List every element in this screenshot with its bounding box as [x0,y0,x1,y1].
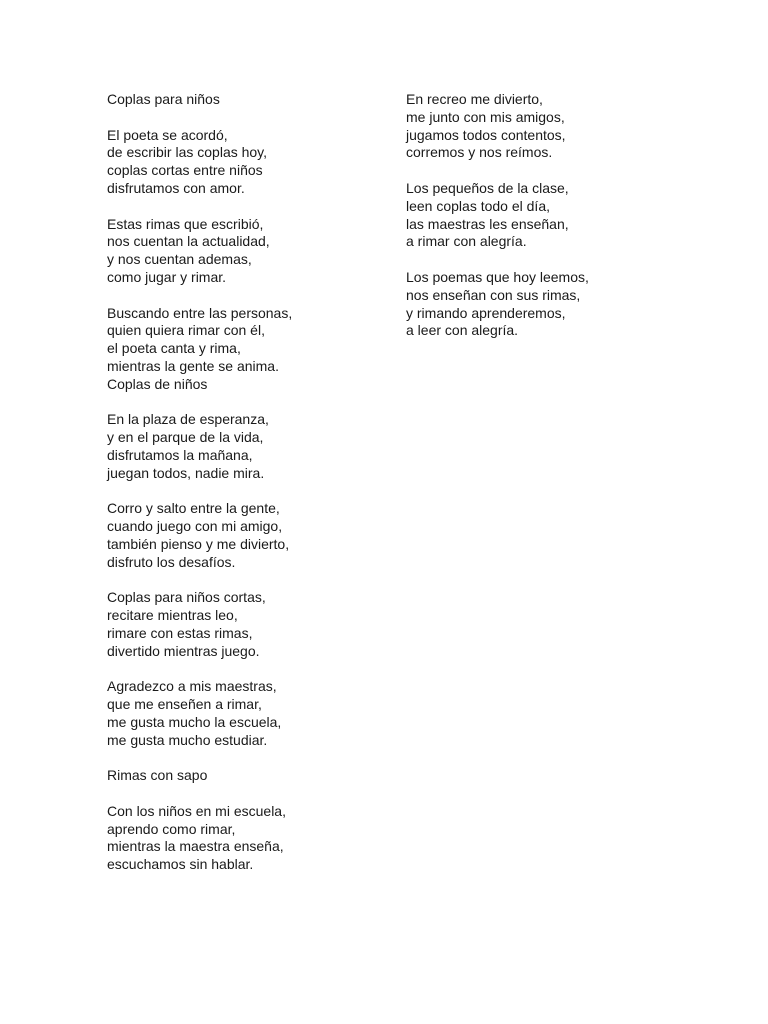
stanza [107,216,387,287]
stanza-gap [107,749,387,767]
text-line: Estas rimas que escribió, [107,215,264,232]
text-line: las maestras les enseñan, [406,215,569,232]
text-line: Coplas de niños [107,375,208,392]
stanza [107,589,387,660]
text-line: juegan todos, nadie mira. [107,464,265,481]
text-line: corremos y nos reímos. [406,144,553,161]
stanza-gap [107,287,387,305]
text-line: jugamos todos contentos, [406,126,566,143]
text-line: En la plaza de esperanza, [107,411,269,428]
stanza [107,305,387,394]
text-line: coplas cortas entre niños [107,162,263,179]
stanza-gap [107,483,387,501]
text-line: el poeta canta y rima, [107,340,241,357]
text-line: y nos cuentan ademas, [107,251,252,268]
text-line: escuchamos sin hablar. [107,856,254,873]
text-line: como jugar y rimar. [107,268,227,285]
stanza [406,180,706,251]
text-line: disfrutamos la mañana, [107,446,253,463]
text-line: recitare mientras leo, [107,607,238,624]
text-line: Corro y salto entre la gente, [107,500,280,517]
text-line: disfrutamos con amor. [107,179,245,196]
stanza-gap [107,785,387,803]
text-line: a rimar con alegría. [406,233,527,250]
stanza [107,767,387,785]
stanza [107,127,387,198]
stanza-gap [107,394,387,412]
text-line: quien quiera rimar con él, [107,322,265,339]
text-line: a leer con alegría. [406,322,519,339]
text-line: En recreo me divierto, [406,91,543,107]
stanza [107,678,387,749]
text-line: Coplas para niños cortas, [107,589,266,606]
text-line: Los pequeños de la clase, [406,179,569,196]
text-line: aprendo como rimar, [107,820,236,837]
text-line: mientras la gente se anima. [107,357,279,374]
text-line: nos cuentan la actualidad, [107,233,270,250]
text-line: de escribir las coplas hoy, [107,144,268,161]
stanza-gap [406,162,706,180]
stanza [107,91,387,109]
stanza [406,269,706,340]
stanza [107,803,387,874]
stanza-gap [107,109,387,127]
stanza-gap [406,251,706,269]
text-line: nos enseñan con sus rimas, [406,286,581,303]
left-text-column [107,91,387,874]
stanza-gap [107,572,387,590]
text-line: rimare con estas rimas, [107,624,253,641]
text-line: disfruto los desafíos. [107,553,236,570]
text-line: Agradezco a mis maestras, [107,678,277,695]
stanza-gap [107,661,387,679]
stanza-gap [107,198,387,216]
text-line: y en el parque de la vida, [107,429,264,446]
text-line: divertido mientras juego. [107,642,260,659]
stanza [107,411,387,482]
text-line: Buscando entre las personas, [107,304,293,321]
text-line: leen coplas todo el día, [406,197,550,214]
text-line: y rimando aprenderemos, [406,304,566,321]
text-line: El poeta se acordó, [107,126,228,143]
text-line: que me enseñen a rimar, [107,696,262,713]
text-line: Los poemas que hoy leemos, [406,268,589,285]
text-line: me gusta mucho la escuela, [107,713,282,730]
text-line: me junto con mis amigos, [406,108,565,125]
stanza [107,500,387,571]
text-line: mientras la maestra enseña, [107,838,284,855]
text-line: también pienso y me divierto, [107,535,290,552]
text-line: Coplas para niños [107,91,220,107]
stanza [406,91,706,162]
text-line: cuando juego con mi amigo, [107,518,283,535]
text-line: me gusta mucho estudiar. [107,731,268,748]
text-line: Con los niños en mi escuela, [107,802,286,819]
text-line: Rimas con sapo [107,767,208,784]
right-text-column [406,91,706,340]
